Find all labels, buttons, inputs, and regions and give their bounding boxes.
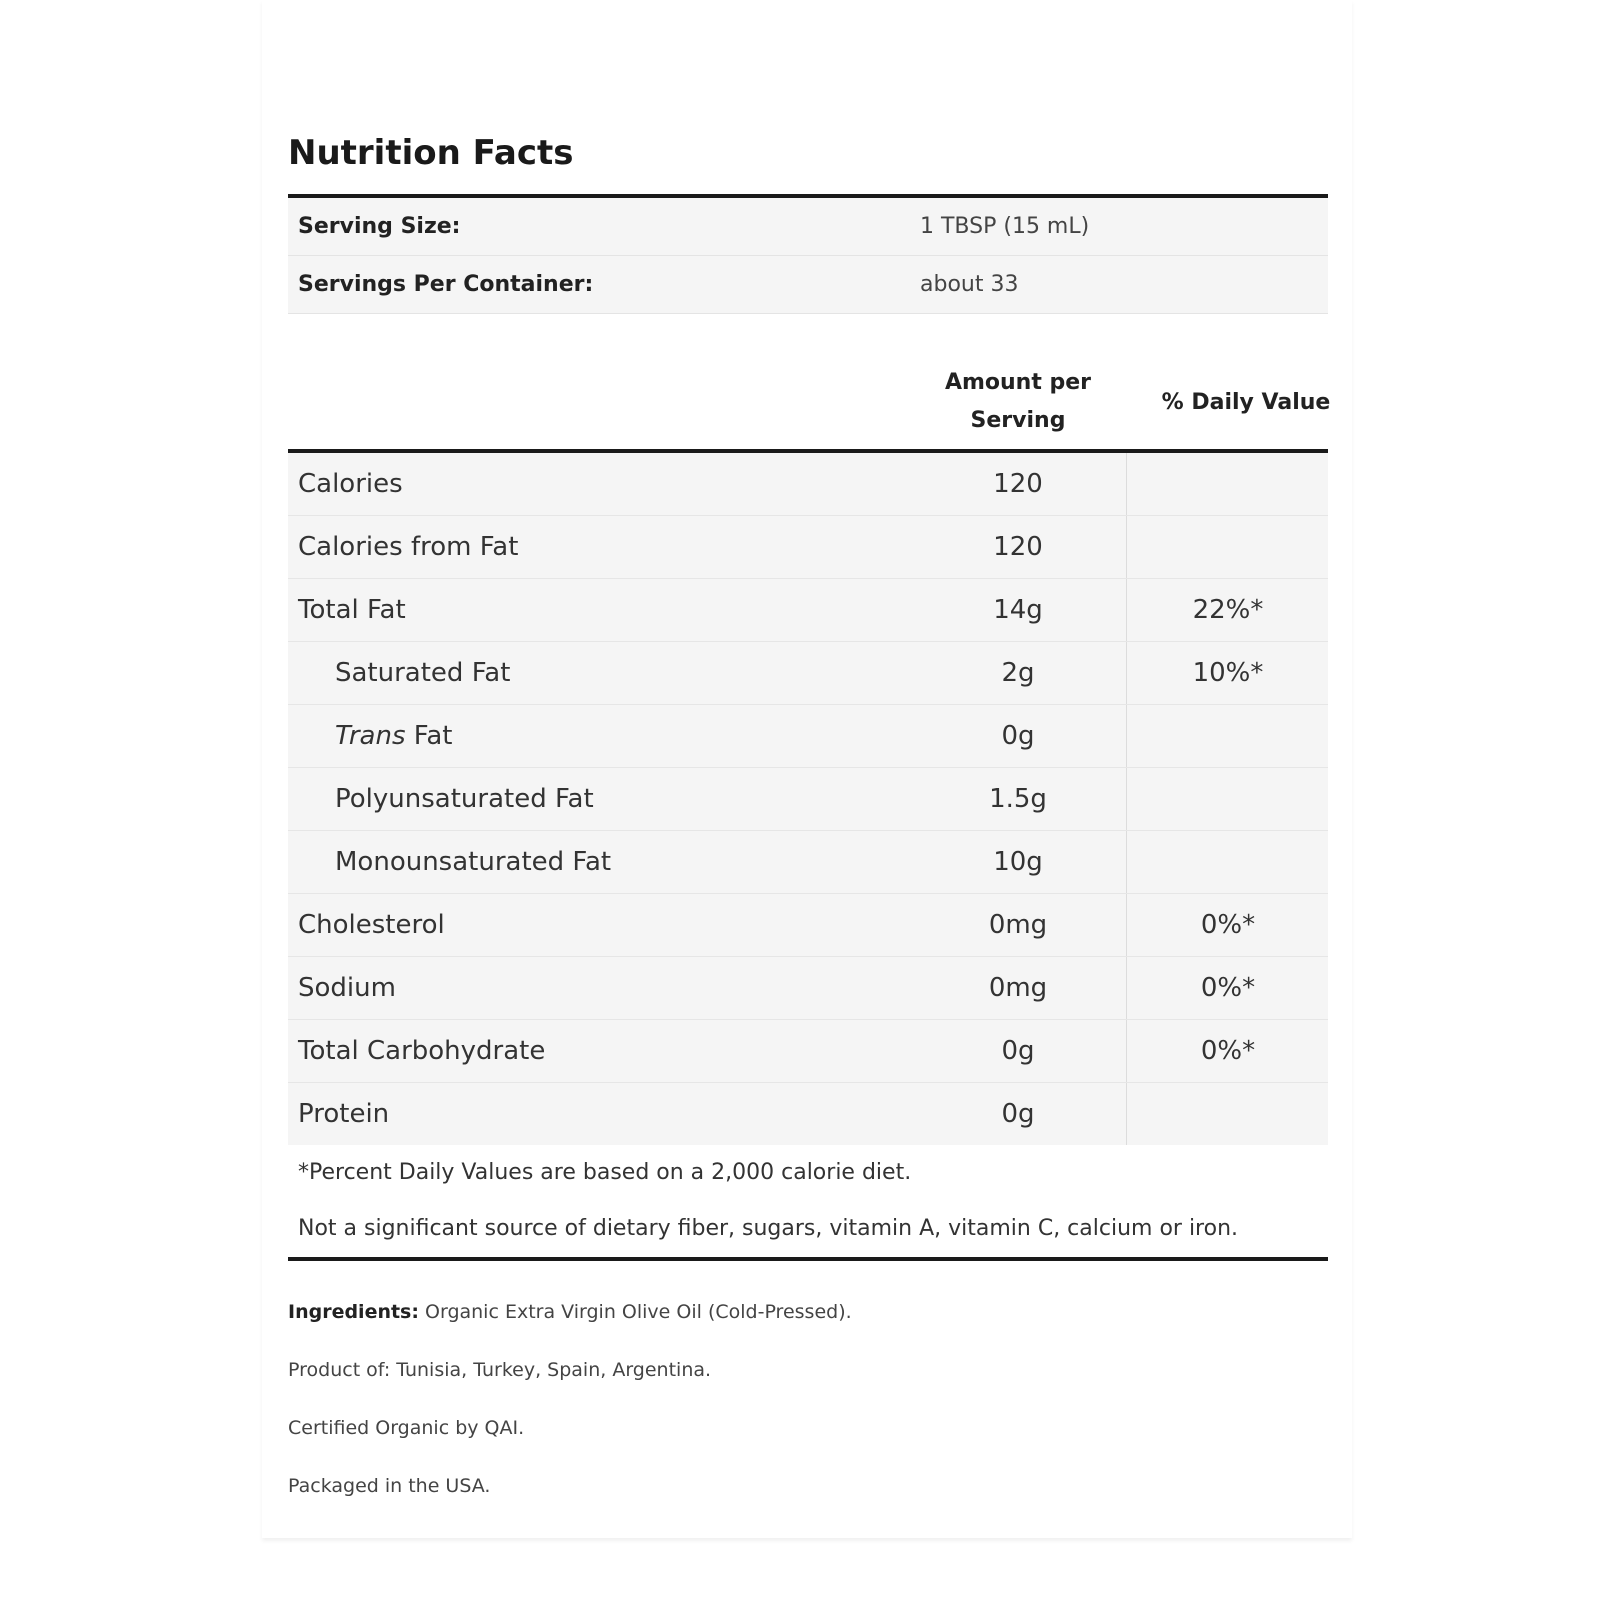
nutrient-name — [335, 705, 452, 767]
nutrient-amount: 120 — [993, 532, 1043, 562]
nutrient-daily-value — [1126, 705, 1329, 767]
nutrient-amount: 14g — [993, 595, 1043, 625]
table-row — [288, 894, 1328, 957]
nutrition-card — [262, 0, 1352, 1538]
nutrient-name: Polyunsaturated Fat — [335, 784, 594, 814]
serving-size-row — [288, 198, 1328, 256]
nutrient-daily-value — [1126, 453, 1329, 515]
trans-italic-label: Trans — [335, 721, 406, 751]
nutrient-name: Total Carbohydrate — [298, 1036, 546, 1066]
packaging-line: Packaged in the USA. — [288, 1475, 491, 1497]
nutrient-amount: 2g — [1001, 658, 1035, 688]
table-row — [288, 516, 1328, 579]
table-row — [288, 453, 1328, 516]
nutrient-amount: 120 — [993, 469, 1043, 499]
serving-size-label: Serving Size: — [298, 214, 461, 239]
nutrient-amount: 10g — [993, 847, 1043, 877]
nutrient-daily-value: 0%* — [1126, 894, 1329, 956]
certification-line: Certified Organic by QAI. — [288, 1417, 525, 1439]
nutrient-daily-value: 0%* — [1126, 957, 1329, 1019]
trans-rest-label: Fat — [405, 721, 453, 751]
nutrient-name: Saturated Fat — [335, 658, 511, 688]
product-origin-line: Product of: Tunisia, Turkey, Spain, Argentina. — [288, 1359, 712, 1381]
nutrient-name: Total Fat — [298, 595, 406, 625]
nutrient-daily-value — [1126, 768, 1329, 830]
table-row — [288, 831, 1328, 894]
servings-per-container-row — [288, 256, 1328, 314]
nutrient-name: Calories from Fat — [298, 532, 519, 562]
table-row — [288, 957, 1328, 1020]
nutrition-content — [288, 128, 1331, 1515]
nutrient-daily-value — [1126, 516, 1329, 578]
nutrient-name: Monounsaturated Fat — [335, 847, 612, 877]
nutrient-name: Sodium — [298, 973, 396, 1003]
table-header — [288, 355, 1331, 449]
daily-value-footnote: *Percent Daily Values are based on a 2,000 calorie diet. — [298, 1160, 912, 1185]
nutrient-amount: 0mg — [988, 910, 1048, 940]
ingredients-line — [288, 1283, 1328, 1341]
amount-header-line2: Serving — [970, 408, 1066, 433]
page-title: Nutrition Facts — [288, 133, 574, 173]
not-significant-note: Not a significant source of dietary fiber, sugars, vitamin A, vitamin C, calcium or iron. — [298, 1216, 1239, 1241]
servings-per-container-value: about 33 — [920, 272, 1019, 297]
nutrient-daily-value: 22%* — [1126, 579, 1329, 641]
ingredients-text: Organic Extra Virgin Olive Oil (Cold-Pressed). — [418, 1301, 852, 1323]
nutrient-name: Cholesterol — [298, 910, 445, 940]
nutrient-amount: 0g — [1001, 721, 1035, 751]
table-row — [288, 579, 1328, 642]
nutrient-amount: 0g — [1001, 1036, 1035, 1066]
nutrient-amount: 1.5g — [989, 784, 1047, 814]
nutrient-name: Protein — [298, 1099, 390, 1129]
nutrient-amount: 0g — [1001, 1099, 1035, 1129]
amount-per-serving-header — [910, 355, 1126, 449]
amount-header-line1: Amount per — [944, 370, 1092, 395]
daily-value-header: % Daily Value — [1161, 389, 1331, 415]
nutrient-daily-value: 10%* — [1126, 642, 1329, 704]
nutrient-name: Calories — [298, 469, 403, 499]
servings-per-container-label: Servings Per Container: — [298, 272, 594, 297]
table-row — [288, 768, 1328, 831]
nutrient-daily-value: 0%* — [1126, 1020, 1329, 1082]
table-row — [288, 705, 1328, 768]
table-row — [288, 1083, 1328, 1145]
serving-size-value: 1 TBSP (15 mL) — [920, 214, 1090, 239]
ingredients-label: Ingredients: — [288, 1301, 419, 1323]
nutrient-daily-value — [1126, 831, 1329, 893]
table-row — [288, 642, 1328, 705]
nutrient-amount: 0mg — [988, 973, 1048, 1003]
table-row — [288, 1020, 1328, 1083]
nutrient-daily-value — [1126, 1083, 1329, 1145]
